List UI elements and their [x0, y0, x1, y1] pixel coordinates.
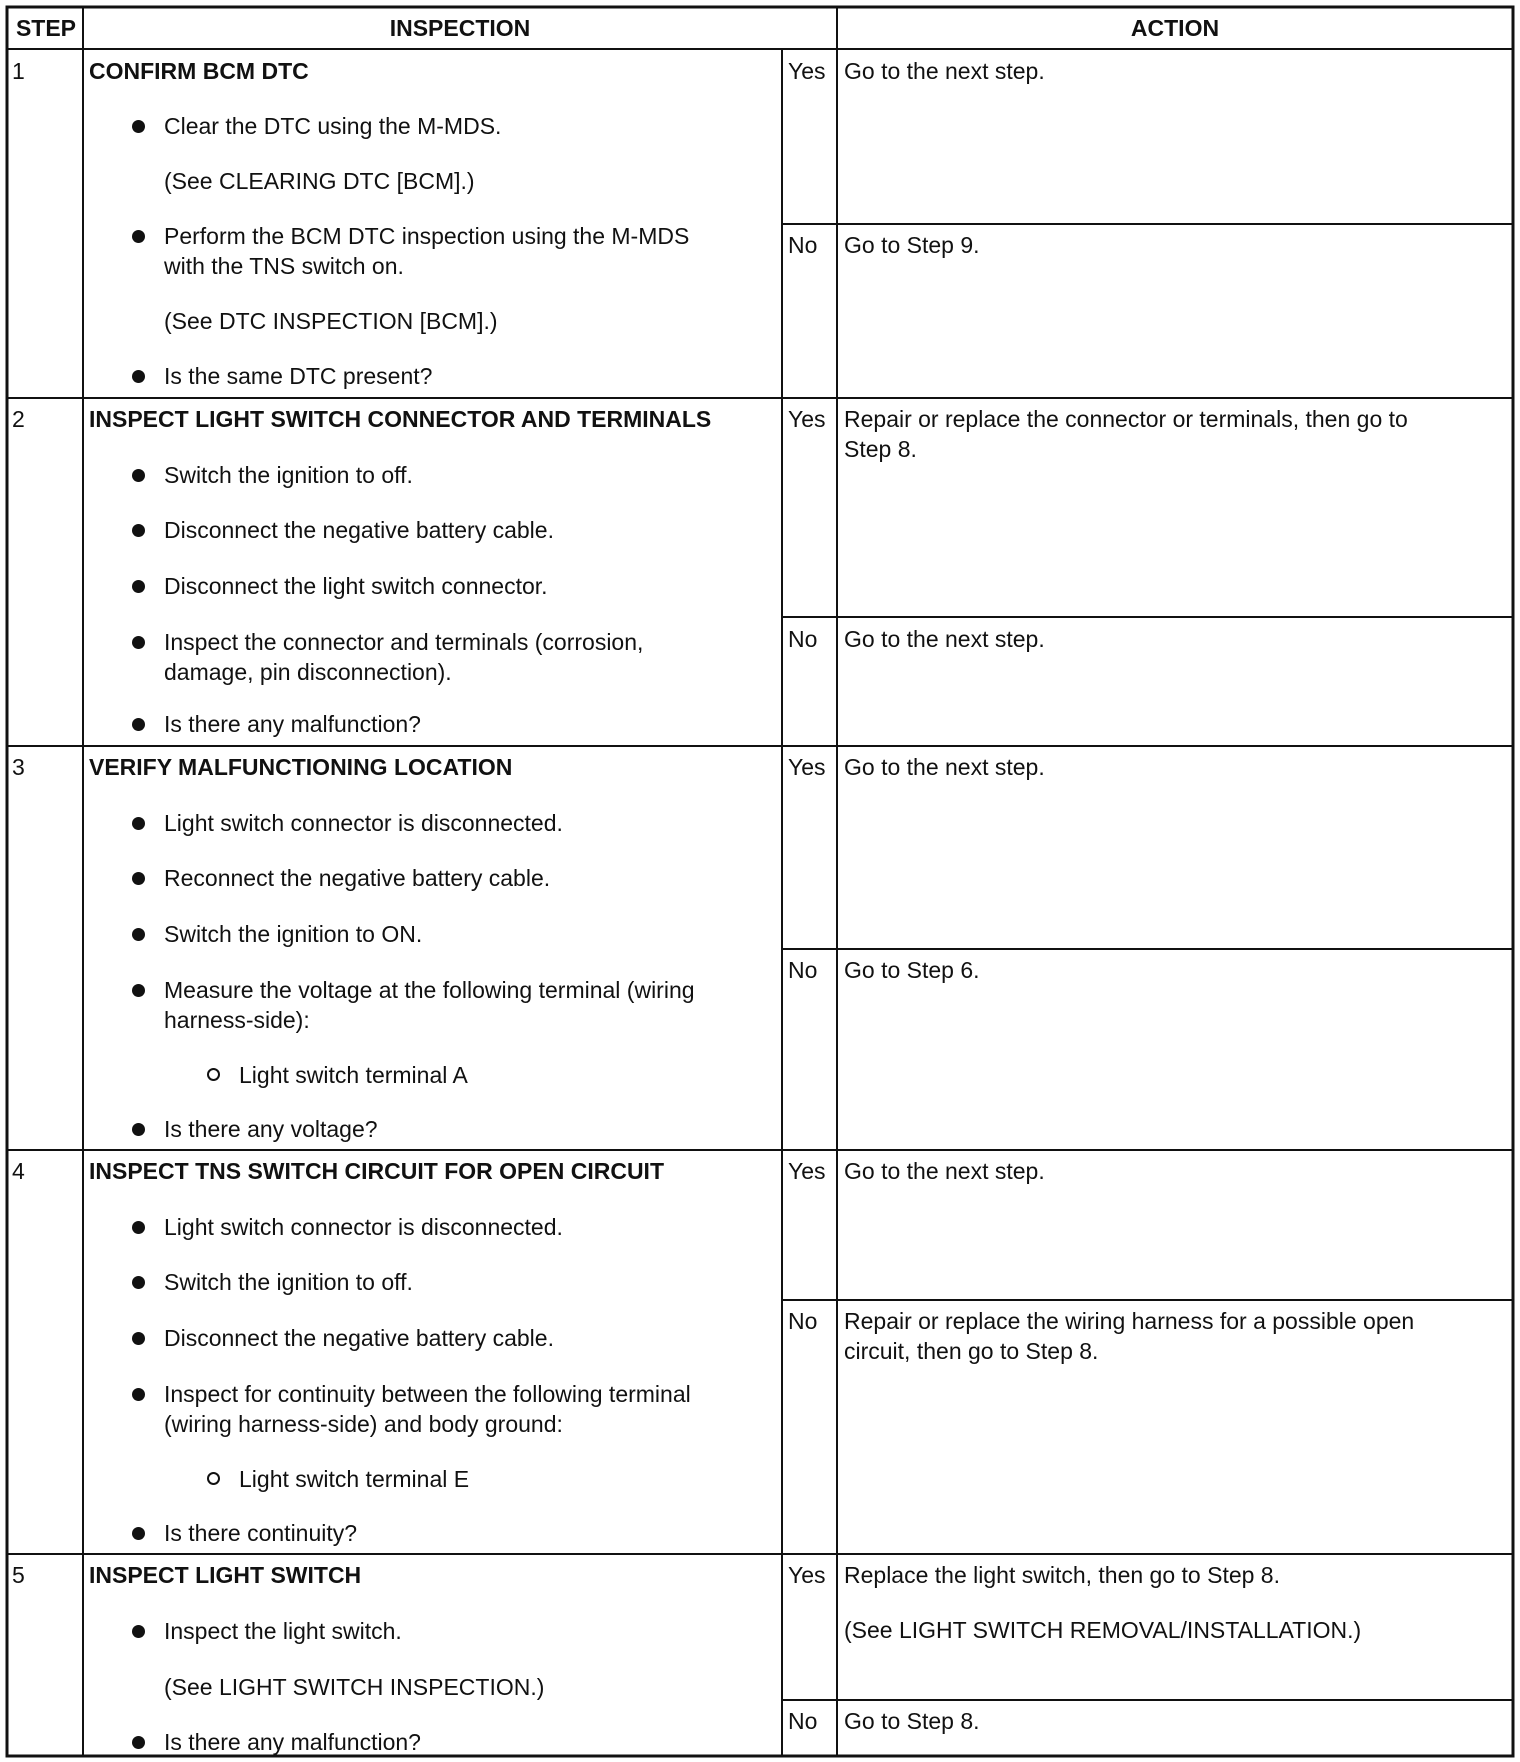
- step-number: 5: [12, 1562, 25, 1588]
- no-action: Go to the next step.: [844, 626, 1045, 652]
- header-inspection: INSPECTION: [389, 15, 531, 41]
- step-number: 1: [12, 58, 25, 84]
- inspection-item: Inspect the connector and terminals (corrosion,: [164, 629, 644, 655]
- no-label: No: [788, 957, 818, 983]
- sub-bullet-icon: [207, 1472, 220, 1485]
- bullet-icon: [132, 1276, 145, 1289]
- inspection-item: Clear the DTC using the M-MDS.: [164, 113, 502, 139]
- inspection-item: Reconnect the negative battery cable.: [164, 865, 551, 891]
- bullet-icon: [132, 872, 145, 885]
- bullet-icon: [132, 636, 145, 649]
- bullet-icon: [132, 370, 145, 383]
- inspection-question: Is there any malfunction?: [164, 1729, 421, 1755]
- yes-action: Go to the next step.: [844, 754, 1045, 780]
- yes-action: Repair or replace the connector or terminals, then go to: [844, 406, 1408, 432]
- sub-bullet-icon: [207, 1068, 220, 1081]
- bullet-icon: [132, 718, 145, 731]
- bullet-icon: [132, 928, 145, 941]
- inspection-item: Light switch connector is disconnected.: [164, 1214, 563, 1240]
- bullet-icon: [132, 1221, 145, 1234]
- yes-label: Yes: [788, 1158, 826, 1184]
- yes-action: Replace the light switch, then go to Step 8.: [844, 1562, 1280, 1588]
- inspection-question: Is there continuity?: [164, 1520, 358, 1546]
- bullet-icon: [132, 1736, 145, 1749]
- inspection-question: Is there any malfunction?: [164, 711, 421, 737]
- header-step: STEP: [15, 15, 77, 41]
- no-label: No: [788, 1308, 818, 1334]
- inspection-item: Switch the ignition to ON.: [164, 921, 423, 947]
- bullet-icon: [132, 1625, 145, 1638]
- inspection-subitem: Light switch terminal E: [239, 1466, 470, 1492]
- yes-label: Yes: [788, 58, 826, 84]
- inspection-item-cont: with the TNS switch on.: [164, 253, 404, 279]
- inspection-item: Light switch connector is disconnected.: [164, 810, 563, 836]
- bullet-icon: [132, 120, 145, 133]
- inspection-item-cont: harness-side):: [164, 1007, 310, 1033]
- bullet-icon: [132, 1332, 145, 1345]
- step-title: INSPECT LIGHT SWITCH: [89, 1562, 362, 1588]
- inspection-item: Disconnect the light switch connector.: [164, 573, 548, 599]
- inspection-item: Inspect for continuity between the following terminal: [164, 1381, 691, 1407]
- no-action: Go to Step 6.: [844, 957, 980, 983]
- bullet-icon: [132, 524, 145, 537]
- no-label: No: [788, 1708, 818, 1734]
- yes-label: Yes: [788, 1562, 826, 1588]
- step-title: VERIFY MALFUNCTIONING LOCATION: [89, 754, 513, 780]
- yes-action: Go to the next step.: [844, 1158, 1045, 1184]
- inspection-item: Perform the BCM DTC inspection using the M-MDS: [164, 223, 690, 249]
- step-number: 3: [12, 754, 25, 780]
- bullet-icon: [132, 580, 145, 593]
- inspection-subitem: Light switch terminal A: [239, 1062, 468, 1088]
- no-action: Repair or replace the wiring harness for a possible open: [844, 1308, 1415, 1334]
- step-title: INSPECT LIGHT SWITCH CONNECTOR AND TERMINALS: [89, 406, 712, 432]
- inspection-note: (See CLEARING DTC [BCM].): [164, 168, 475, 194]
- inspection-question: Is the same DTC present?: [164, 363, 433, 389]
- yes-label: Yes: [788, 754, 826, 780]
- step-number: 2: [12, 406, 25, 432]
- step-number: 4: [12, 1158, 25, 1184]
- no-action: Go to Step 9.: [844, 232, 980, 258]
- inspection-question: Is there any voltage?: [164, 1116, 378, 1142]
- inspection-item: Disconnect the negative battery cable.: [164, 517, 554, 543]
- inspection-item-cont: damage, pin disconnection).: [164, 659, 452, 685]
- yes-action-cont: Step 8.: [844, 436, 917, 462]
- inspection-item: Switch the ignition to off.: [164, 1269, 413, 1295]
- step-title: INSPECT TNS SWITCH CIRCUIT FOR OPEN CIRCUIT: [89, 1158, 664, 1184]
- yes-label: Yes: [788, 406, 826, 432]
- yes-action-note: (See LIGHT SWITCH REMOVAL/INSTALLATION.): [844, 1617, 1362, 1643]
- no-action: Go to Step 8.: [844, 1708, 980, 1734]
- inspection-note: (See DTC INSPECTION [BCM].): [164, 308, 498, 334]
- bullet-icon: [132, 1123, 145, 1136]
- bullet-icon: [132, 1527, 145, 1540]
- step-title: CONFIRM BCM DTC: [89, 58, 309, 84]
- inspection-note: (See LIGHT SWITCH INSPECTION.): [164, 1674, 545, 1700]
- bullet-icon: [132, 817, 145, 830]
- inspection-item-cont: (wiring harness-side) and body ground:: [164, 1411, 563, 1437]
- no-action-cont: circuit, then go to Step 8.: [844, 1338, 1099, 1364]
- inspection-item: Inspect the light switch.: [164, 1618, 402, 1644]
- bullet-icon: [132, 1388, 145, 1401]
- inspection-item: Measure the voltage at the following terminal (wiring: [164, 977, 695, 1003]
- header-action: ACTION: [1130, 15, 1220, 41]
- inspection-item: Switch the ignition to off.: [164, 462, 413, 488]
- bullet-icon: [132, 984, 145, 997]
- yes-action: Go to the next step.: [844, 58, 1045, 84]
- bullet-icon: [132, 469, 145, 482]
- no-label: No: [788, 232, 818, 258]
- bullet-icon: [132, 230, 145, 243]
- no-label: No: [788, 626, 818, 652]
- inspection-item: Disconnect the negative battery cable.: [164, 1325, 554, 1351]
